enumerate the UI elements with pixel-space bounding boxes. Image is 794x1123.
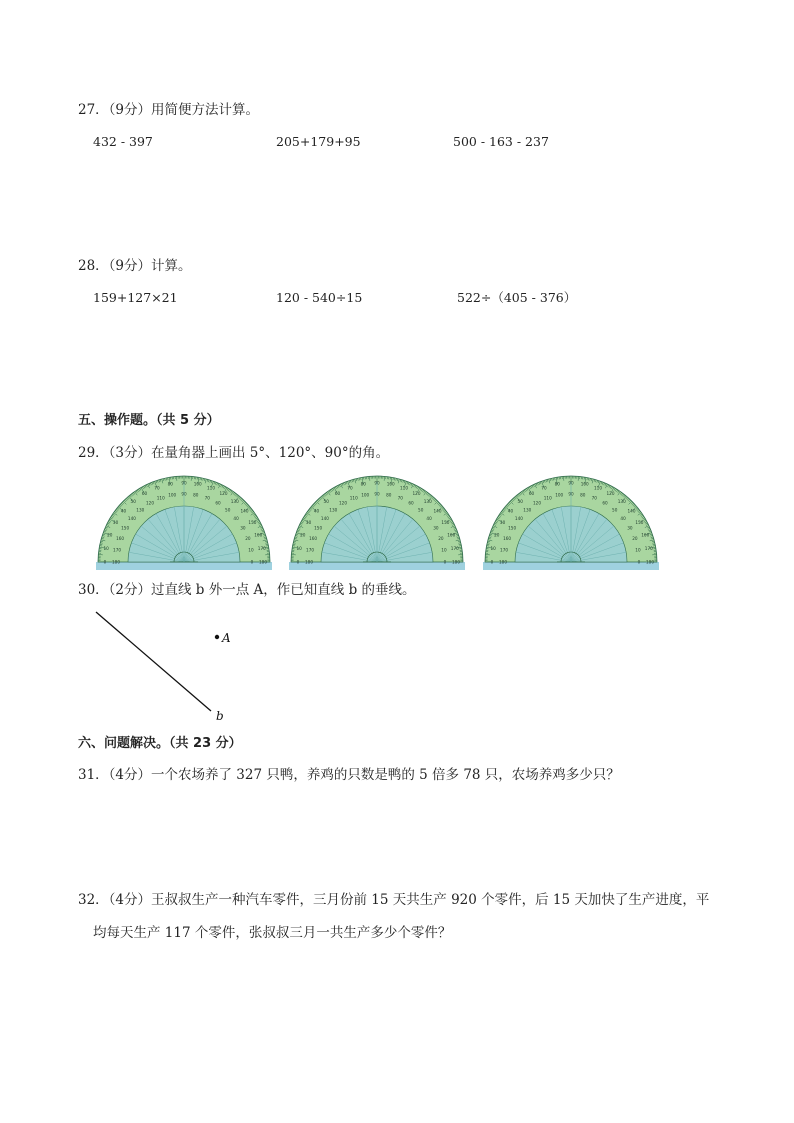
protractor-inner-label: 110: [156, 495, 165, 501]
protractor-outer-label: 150: [635, 520, 644, 525]
protractor-outer-label: 150: [248, 520, 257, 525]
line-b: [96, 612, 211, 711]
protractor-inner-label: 150: [508, 525, 517, 531]
q28-expression-2: 120 - 540÷15: [276, 290, 363, 305]
protractor-inner-label: 180: [499, 559, 507, 565]
protractor-outer-label: 110: [594, 485, 603, 491]
protractor-base: [483, 559, 659, 570]
protractor-outer-label: 20: [300, 532, 306, 538]
protractor-outer-label: 180: [452, 559, 460, 565]
protractor-inner-label: 70: [397, 495, 403, 501]
protractor-outer-label: 120: [412, 491, 421, 497]
protractor-outer-label: 130: [423, 498, 432, 504]
protractor-outer-label: 40: [507, 508, 514, 514]
protractor-inner-label: 10: [441, 547, 447, 553]
protractor-inner-label: 160: [503, 536, 512, 542]
section-6-heading: 六、问题解决。（共 23 分）: [78, 736, 242, 751]
question-28-title: 28．（9分）计算。: [78, 258, 192, 274]
protractor-outer-label: 50: [323, 498, 329, 504]
protractor-outer-label: 80: [554, 481, 560, 487]
protractor-base: [289, 559, 465, 570]
perpendicular-figure[interactable]: [90, 607, 240, 725]
protractor-3[interactable]: [483, 472, 659, 570]
protractor-outer-label: 130: [230, 498, 239, 504]
protractor-outer-label: 90: [374, 480, 380, 486]
protractor-outer-label: 100: [386, 481, 395, 487]
protractor-inner-label: 180: [305, 559, 313, 565]
protractor-2[interactable]: [289, 472, 465, 570]
protractor-outer-label: 0: [490, 559, 494, 565]
protractor-inner-label: 90: [374, 491, 380, 497]
protractor-outer-label: 120: [606, 491, 615, 497]
protractor-outer-label: 60: [528, 491, 535, 497]
protractor-inner-label: 10: [635, 547, 641, 553]
protractor-inner-label: 110: [349, 495, 358, 501]
q27-expression-2: 205+179+95: [276, 134, 361, 149]
protractor-outer-label: 100: [193, 481, 202, 487]
protractor-outer-label: 10: [103, 545, 109, 551]
protractor-outer-label: 180: [259, 559, 267, 565]
protractor-inner-label: 90: [181, 491, 187, 497]
question-31-text: 31．（4分）一个农场养了 327 只鸭，养鸡的只数是鸭的 5 倍多 78 只，农场养鸡多少只？: [78, 767, 620, 783]
protractor-outer-label: 80: [167, 481, 173, 487]
protractor-outer-label: 0: [296, 559, 300, 565]
protractor-outer-label: 130: [617, 498, 626, 504]
protractor-outer-label: 40: [120, 508, 127, 514]
q27-expression-3: 500 - 163 - 237: [453, 134, 549, 149]
protractor-outer-label: 110: [400, 485, 409, 491]
question-32-line-1: 32．（4分）王叔叔生产一种汽车零件，三月份前 15 天共生产 920 个零件，后 15 天加快了生产进度，平: [78, 892, 710, 908]
protractor-inner-label: 160: [309, 536, 318, 542]
protractor-inner-label: 20: [632, 536, 638, 542]
protractor-inner-label: 170: [306, 547, 315, 553]
protractor-inner-label: 130: [523, 507, 532, 513]
protractor-outer-label: 90: [181, 480, 187, 486]
protractor-inner-label: 60: [215, 500, 221, 506]
protractor-outer-label: 30: [499, 520, 506, 525]
protractor-outer-label: 60: [334, 491, 341, 497]
question-27-title: 27．（9分）用简便方法计算。: [78, 102, 260, 118]
protractor-outer-label: 80: [360, 481, 366, 487]
protractor-inner-label: 90: [568, 491, 574, 497]
protractor-outer-label: 10: [296, 545, 302, 551]
point-a: [215, 635, 219, 639]
protractor-inner-label: 50: [612, 507, 618, 513]
protractor-inner-label: 0: [443, 559, 447, 565]
protractor-inner-label: 30: [627, 525, 633, 531]
protractor-1[interactable]: [96, 472, 272, 570]
protractor-inner-label: 70: [591, 495, 597, 501]
protractor-outer-label: 50: [517, 498, 523, 504]
protractor-inner-label: 40: [620, 515, 626, 521]
protractor-inner-label: 0: [250, 559, 254, 565]
protractor-inner-label: 80: [580, 492, 586, 498]
protractor-inner-label: 10: [248, 547, 254, 553]
question-29-title: 29．（3分）在量角器上画出 5°、120°、90°的角。: [78, 445, 390, 461]
protractor-inner-label: 30: [433, 525, 439, 531]
protractor-outer-label: 140: [433, 508, 442, 514]
protractor-outer-label: 150: [441, 520, 450, 525]
protractor-outer-label: 140: [240, 508, 249, 514]
protractor-inner-label: 60: [602, 500, 608, 506]
protractor-outer-label: 170: [257, 545, 266, 551]
q28-expression-1: 159+127×21: [93, 290, 178, 305]
protractor-outer-label: 90: [568, 480, 574, 486]
protractor-outer-label: 160: [641, 532, 650, 538]
protractor-outer-label: 170: [644, 545, 653, 551]
protractor-inner-label: 160: [116, 536, 125, 542]
protractor-outer-label: 110: [207, 485, 216, 491]
protractor-inner-label: 130: [136, 507, 145, 513]
protractor-outer-label: 140: [627, 508, 636, 514]
question-32-line-2: 均每天生产 117 个零件，张叔叔三月一共生产多少个零件？: [93, 925, 452, 941]
protractor-outer-label: 120: [219, 491, 228, 497]
protractor-outer-label: 160: [447, 532, 456, 538]
protractor-inner-label: 100: [361, 492, 370, 498]
protractor-outer-label: 30: [112, 520, 119, 525]
protractor-inner-label: 140: [127, 515, 136, 521]
protractor-inner-label: 70: [204, 495, 210, 501]
protractor-inner-label: 40: [233, 515, 239, 521]
protractor-inner-label: 120: [146, 500, 154, 506]
protractor-outer-label: 50: [130, 498, 136, 504]
protractor-inner-label: 110: [543, 495, 552, 501]
protractor-inner-label: 20: [245, 536, 251, 542]
q28-expression-3: 522÷（405 - 376）: [457, 290, 577, 305]
protractor-inner-label: 20: [438, 536, 444, 542]
protractor-inner-label: 180: [112, 559, 120, 565]
protractor-inner-label: 150: [121, 525, 130, 531]
protractor-inner-label: 30: [240, 525, 246, 531]
protractor-inner-label: 80: [386, 492, 392, 498]
protractor-inner-label: 140: [514, 515, 523, 521]
question-30-title: 30．（2分）过直线 b 外一点 A，作已知直线 b 的垂线。: [78, 582, 416, 598]
protractor-outer-label: 70: [541, 485, 547, 491]
protractor-outer-label: 180: [646, 559, 654, 565]
q27-expression-1: 432 - 397: [93, 134, 153, 149]
protractor-inner-label: 50: [225, 507, 231, 513]
protractor-inner-label: 120: [339, 500, 347, 506]
protractor-inner-label: 170: [113, 547, 122, 553]
protractor-inner-label: 100: [555, 492, 564, 498]
protractor-inner-label: 140: [320, 515, 329, 521]
protractor-inner-label: 80: [193, 492, 199, 498]
protractor-inner-label: 40: [426, 515, 432, 521]
protractor-outer-label: 170: [450, 545, 459, 551]
protractor-outer-label: 160: [254, 532, 263, 538]
line-b-label: b: [216, 709, 224, 723]
protractor-outer-label: 60: [141, 491, 148, 497]
protractor-outer-label: 10: [490, 545, 496, 551]
protractor-base: [96, 559, 272, 570]
protractor-outer-label: 20: [107, 532, 113, 538]
protractor-outer-label: 70: [347, 485, 353, 491]
protractor-outer-label: 0: [103, 559, 107, 565]
protractor-inner-label: 50: [418, 507, 424, 513]
protractor-outer-label: 40: [313, 508, 320, 514]
protractor-outer-label: 30: [305, 520, 312, 525]
point-a-label: A: [222, 631, 231, 645]
protractor-inner-label: 120: [533, 500, 541, 506]
protractor-inner-label: 130: [329, 507, 338, 513]
protractor-inner-label: 60: [408, 500, 414, 506]
section-5-heading: 五、操作题。（共 5 分）: [78, 413, 220, 428]
protractor-outer-label: 20: [494, 532, 500, 538]
protractor-outer-label: 70: [154, 485, 160, 491]
protractor-inner-label: 100: [168, 492, 177, 498]
protractor-inner-label: 170: [500, 547, 509, 553]
protractor-outer-label: 100: [580, 481, 589, 487]
protractor-inner-label: 150: [314, 525, 323, 531]
protractor-inner-label: 0: [637, 559, 641, 565]
